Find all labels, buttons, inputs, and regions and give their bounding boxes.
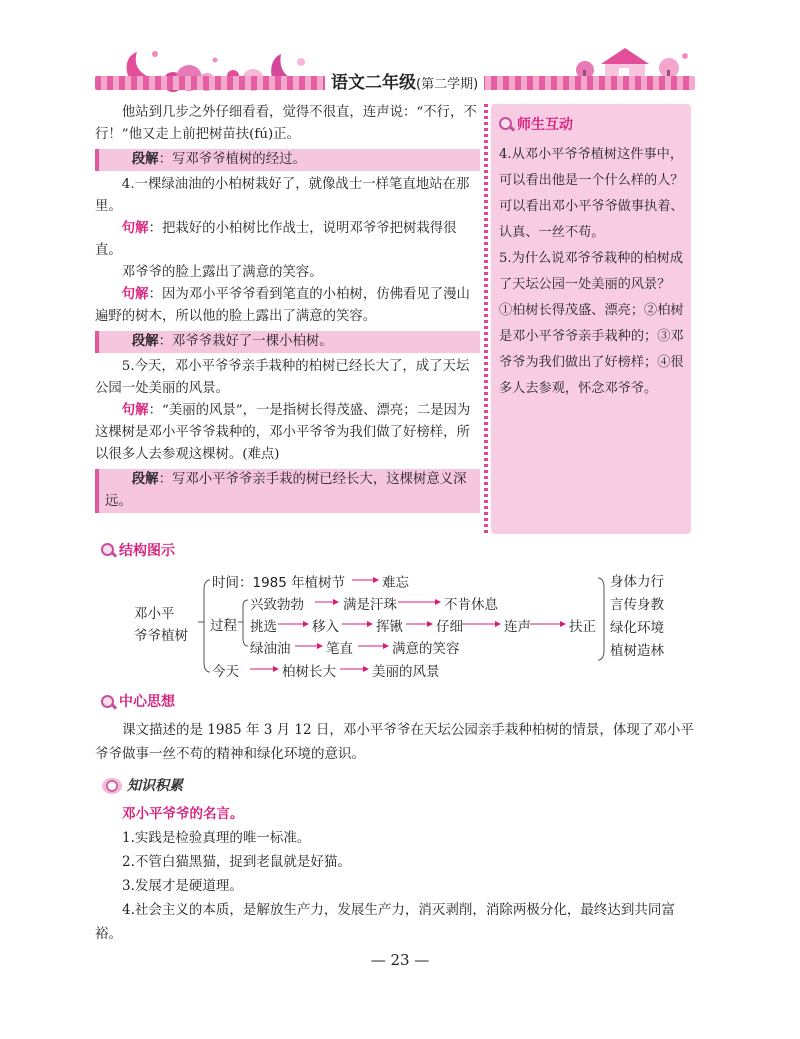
node: 笔直: [326, 641, 353, 657]
node: 连声: [504, 619, 531, 635]
today-label: 今天: [212, 664, 239, 680]
list-item: 4.社会主义的本质，是解放生产力，发展生产力，消灭剥削，消除两极分化，最终达到共同富裕。: [95, 902, 675, 942]
answer: ①柏树长得茂盛、漂亮；②柏树是邓小平爷爷亲手栽种的；③邓爷爷为我们做出了好榜样；④很多人去参观，怀念邓爷爷。: [499, 303, 684, 396]
section-heading: 结构图示: [101, 540, 175, 560]
sentence-analysis: 句解：“美丽的风景”，一是指树长得茂盛、漂亮；二是因为这棵树是邓小平爷爷栽种的，邓小平爷爷为我们做了好榜样，所以很多人去参观这棵树。(难点): [95, 403, 471, 462]
question: 4.从邓小平爷爷植树这件事中，可以看出他是一个什么样的人？: [499, 147, 684, 188]
result-label: 身体力行: [610, 574, 664, 590]
root-label: 爷爷植树: [134, 628, 188, 644]
node: 挥锹: [376, 619, 403, 635]
structure-diagram: [100, 566, 700, 686]
node: 美丽的风景: [372, 664, 440, 680]
page-title: 语文二年级(第二学期): [325, 68, 484, 93]
process-label: 过程: [210, 618, 237, 634]
node: 兴致勃勃: [250, 597, 304, 613]
paragraph: 他站到几步之外仔细看看，觉得不很直，连声说：“不行，不行！”他又走上前把树苗扶(fú)正。: [95, 105, 477, 142]
summary-section: [95, 690, 695, 946]
page-header: [95, 40, 695, 100]
node: 扶正: [569, 619, 596, 635]
qa-body: [499, 142, 687, 402]
question: 5.为什么说邓爷爷栽种的柏树成了天坛公园一处美丽的风景？: [499, 251, 684, 292]
node: 仔细: [436, 619, 463, 635]
paragraph-analysis: 段解：写邓小平爷爷亲手栽的树已经长大，这棵树意义深远。: [95, 469, 480, 513]
node: 挑选: [250, 619, 277, 635]
page-number: — 23 —: [370, 951, 430, 969]
sentence-analysis: 句解：因为邓小平爷爷看到笔直的小柏树，仿佛看见了漫山遍野的树木，所以他的脸上露出了满意的笑容。: [95, 287, 470, 324]
node: 满是汗珠: [343, 597, 397, 613]
node: 满意的笑容: [392, 641, 460, 657]
column-divider: [484, 104, 488, 534]
pencil-badge-icon: [101, 777, 123, 795]
result-label: 绿化环境: [610, 620, 664, 636]
central-idea: 课文描述的是 1985 年 3 月 12 日，邓小平爷爷在天坛公园亲手栽种柏树的情景，体现了邓小平爷爷做事一丝不苟的精神和绿化环境的意识。: [95, 722, 694, 762]
sentence-analysis: 句解：把栽好的小柏树比作战士，说明邓爷爷把树栽得很直。: [95, 221, 457, 258]
node: 难忘: [382, 575, 409, 591]
result-label: 植树造林: [610, 643, 664, 659]
node: 移入: [312, 619, 339, 635]
quote-subtitle: 邓小平爷爷的名言。: [122, 806, 244, 822]
node: 柏树长大: [282, 664, 336, 680]
section-heading: 师生互动: [499, 114, 573, 134]
list-item: 1.实践是检验真理的唯一标准。: [122, 830, 311, 846]
paragraph: 5.今天，邓小平爷爷亲手栽种的柏树已经长大了，成了天坛公园一处美丽的风景。: [95, 359, 470, 396]
section-heading: 中心思想: [101, 690, 695, 714]
paragraph: 邓爷爷的脸上露出了满意的笑容。: [121, 265, 323, 280]
paragraph-analysis: 段解：写邓爷爷植树的经过。: [95, 149, 480, 171]
node: 绿油油: [250, 641, 291, 657]
lesson-text-column: [95, 102, 480, 516]
node: 不肯休息: [444, 597, 498, 613]
paragraph-analysis: 段解：邓爷爷栽好了一棵小柏树。: [95, 331, 480, 353]
result-label: 言传身教: [610, 597, 664, 613]
list-item: 3.发展才是硬道理。: [122, 878, 243, 894]
magnifier-icon: [499, 117, 513, 131]
paragraph: 4.一棵绿油油的小柏树栽好了，就像战士一样笔直地站在那里。: [95, 177, 470, 214]
root-label: 邓小平: [134, 606, 175, 622]
section-heading: 知识积累: [101, 774, 695, 798]
list-item: 2.不管白猫黑猫，捉到老鼠就是好猫。: [122, 854, 351, 870]
magnifier-icon: [101, 543, 115, 557]
time-label: 时间：1985 年植树节: [212, 575, 346, 591]
answer: 可以看出邓小平爷爷做事执着、认真、一丝不苟。: [499, 199, 684, 240]
teacher-student-box: [491, 104, 691, 534]
magnifier-icon: [101, 695, 115, 709]
